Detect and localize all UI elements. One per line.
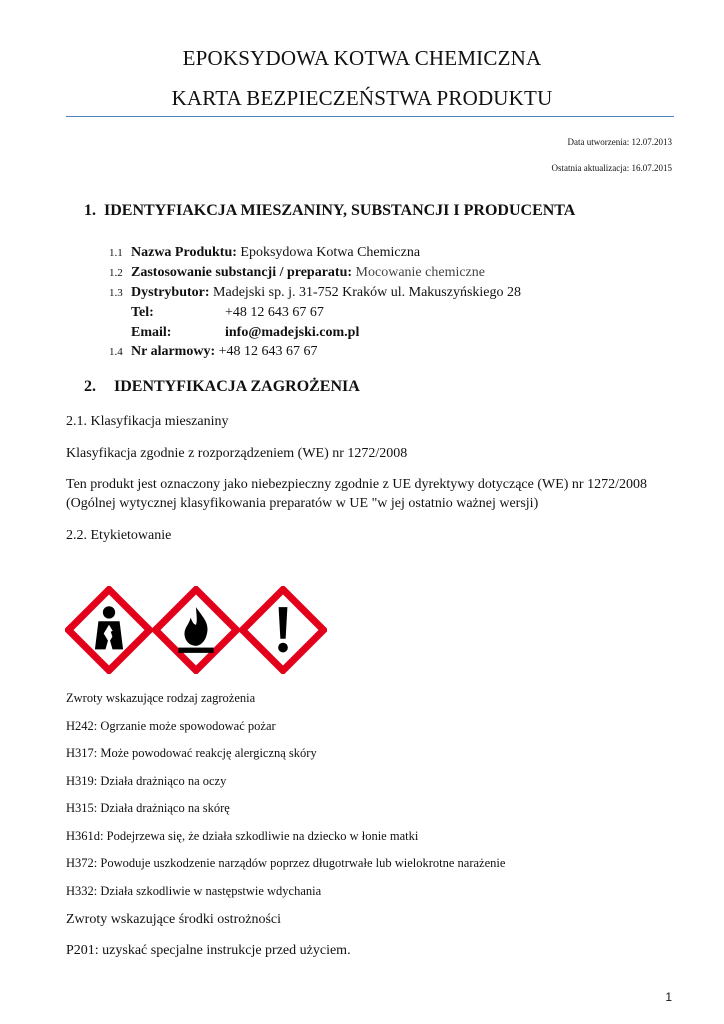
- section-2-title: IDENTYFIKACJA ZAGROŻENIA: [114, 378, 360, 395]
- exclamation-icon: [239, 586, 327, 674]
- classification-text-line1: Ten produkt jest oznaczony jako niebezpieczny zgodnie z UE dyrektywy dotyczące (WE) nr 1272/2008: [66, 477, 647, 492]
- classification-regulation: Klasyfikacja zgodnie z rozporządzeniem (WE) nr 1272/2008: [66, 446, 408, 461]
- document-subtitle: KARTA BEZPIECZEŃSTWA PRODUKTU: [171, 86, 553, 110]
- item-number: 1.3: [109, 287, 123, 299]
- item-label: Nazwa Produktu:: [131, 245, 237, 260]
- hazard-statement: H319: Działa drażniąco na oczy: [66, 774, 227, 788]
- item-number: 1.2: [109, 267, 123, 279]
- tel-value: +48 12 643 67 67: [225, 305, 324, 320]
- section-1-title: IDENTYFIAKCJA MIESZANINY, SUBSTANCJI I PRODUCENTA: [104, 202, 576, 219]
- hazard-statement: H372: Powoduje uszkodzenie narządów poprzez długotrwałe lub wielokrotne narażenie: [66, 856, 506, 870]
- section-1-number: 1.: [84, 202, 96, 219]
- item-label: Zastosowanie substancji / preparatu:: [131, 265, 353, 280]
- flame-icon: [152, 586, 240, 674]
- item-value: Epoksydowa Kotwa Chemiczna: [236, 245, 421, 260]
- hazard-statement: H242: Ogrzanie może spowodować pożar: [66, 719, 276, 733]
- item-value: Mocowanie chemiczne: [352, 265, 485, 280]
- hazard-statement: H317: Może powodować reakcję alergiczną skóry: [66, 746, 317, 760]
- email-value: info@madejski.com.pl: [225, 325, 360, 340]
- document-title: EPOKSYDOWA KOTWA CHEMICZNA: [182, 46, 542, 70]
- hazard-statement: H361d: Podejrzewa się, że działa szkodliwie na dziecko w łonie matki: [66, 829, 419, 843]
- section-2-heading: [84, 378, 360, 396]
- section-1-heading: [84, 202, 575, 220]
- classification-text-line2: (Ogólnej wytycznej klasyfikowania preparatów w UE "w jej ostatnio ważnej wersji): [66, 496, 539, 511]
- item-number: 1.1: [109, 247, 123, 259]
- labelling-heading: 2.2. Etykietowanie: [66, 528, 172, 543]
- hazard-statements-heading: Zwroty wskazujące rodzaj zagrożenia: [66, 691, 256, 705]
- item-number: 1.4: [109, 346, 123, 358]
- header-rule: [66, 116, 674, 117]
- section-2-number: 2.: [84, 378, 96, 395]
- precautionary-statement: P201: uzyskać specjalne instrukcje przed użyciem.: [66, 943, 351, 958]
- precautionary-statements-heading: Zwroty wskazujące środki ostrożności: [66, 912, 281, 927]
- classification-heading: 2.1. Klasyfikacja mieszaniny: [66, 414, 229, 429]
- updated-date: Ostatnia aktualizacja: 16.07.2015: [551, 163, 672, 173]
- hazard-statement: H315: Działa drażniąco na skórę: [66, 801, 230, 815]
- hazard-statement: H332: Działa szkodliwie w następstwie wdychania: [66, 884, 322, 898]
- email-row: [131, 325, 171, 341]
- item-1-1: [109, 245, 420, 261]
- tel-label: Tel:: [131, 305, 154, 320]
- health-hazard-icon: [65, 586, 153, 674]
- item-1-4: [109, 344, 318, 360]
- page-number: 1: [665, 990, 672, 1004]
- item-value: +48 12 643 67 67: [215, 344, 318, 359]
- created-date: Data utworzenia: 12.07.2013: [567, 137, 672, 147]
- tel-row: [131, 305, 154, 321]
- item-value: Madejski sp. j. 31-752 Kraków ul. Makuszyńskiego 28: [209, 285, 522, 300]
- item-label: Nr alarmowy:: [131, 344, 216, 359]
- email-label: Email:: [131, 325, 172, 340]
- item-1-3: [109, 285, 521, 301]
- item-label: Dystrybutor:: [131, 285, 210, 300]
- item-1-2: [109, 265, 485, 281]
